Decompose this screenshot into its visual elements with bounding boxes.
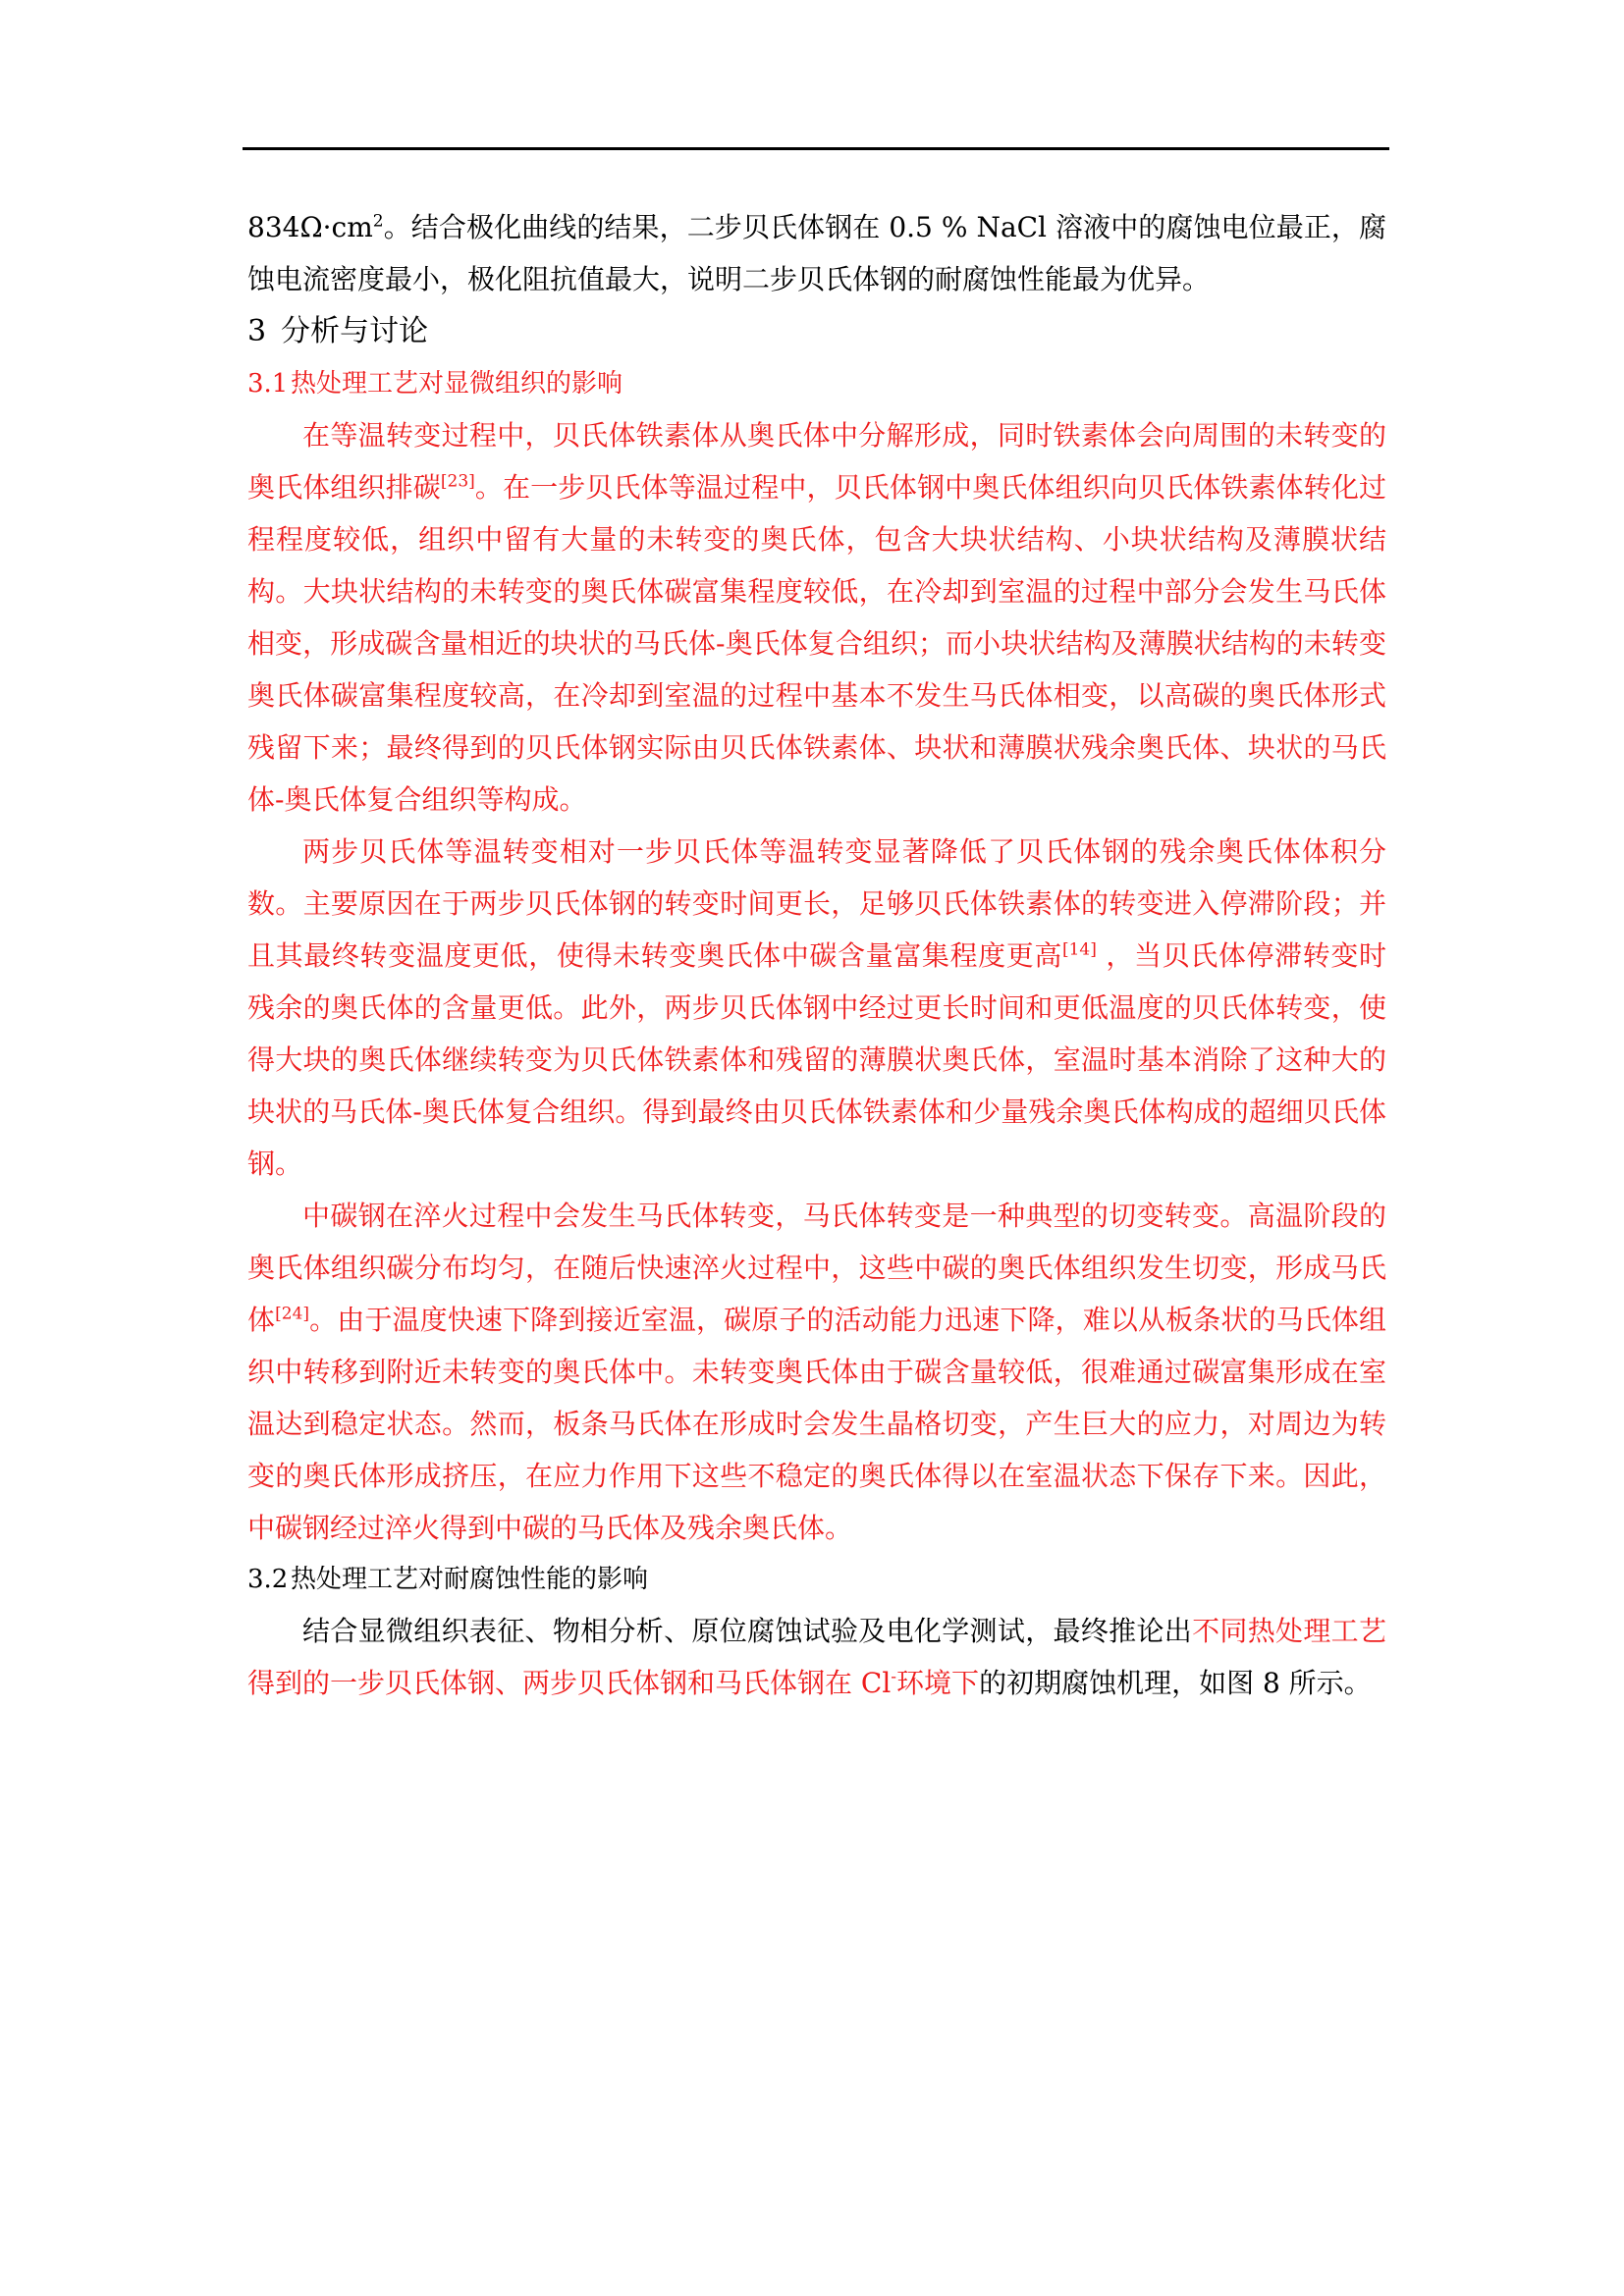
paragraph-two-step-bainite: 两步贝氏体等温转变相对一步贝氏体等温转变显著降低了贝氏体钢的残余奥氏体体积分数。主要原因在于两步贝氏体钢的转变时间更长，足够贝氏体铁素体的转变进入停滞阶段；并且其最终转变温度更低，使得未转变奥氏体中碳含量富集程度更高[14] ，当贝氏体停滞转变时残余的奥氏体的含量更低。此外，两步贝氏体钢中经过更长时间和更低温度的贝氏体转变，使得大块的奥氏体继续转变为贝氏体铁素体和残留的薄膜状奥氏体，室温时基本消除了这种大的块状的马氏体-奥氏体复合组织。得到最终由贝氏体铁素体和少量残余奥氏体构成的超细贝氏体钢。 <box>247 835 1386 1180</box>
body-text <box>247 201 1386 1709</box>
section-heading-3: 3 分析与讨论 <box>247 314 428 348</box>
paragraph-martensite: 中碳钢在淬火过程中会发生马氏体转变，马氏体转变是一种典型的切变转变。高温阶段的奥氏体组织碳分布均匀，在随后快速淬火过程中，这些中碳的奥氏体组织发生切变，形成马氏体[24]。由于温度快速下降到接近室温，碳原子的活动能力迅速下降，难以从板条状的马氏体组织中转移到附近未转变的奥氏体中。未转变奥氏体由于碳含量较低，很难通过碳富集形成在室温达到稳定状态。然而，板条马氏体在形成时会发生晶格切变，产生巨大的应力，对周边为转变的奥氏体形成挤压，在应力作用下这些不稳定的奥氏体得以在室温状态下保存下来。因此，中碳钢经过淬火得到中碳的马氏体及残余奥氏体。 <box>247 1200 1386 1544</box>
section-heading-3-1: 3.1 热处理工艺对显微组织的影响 <box>247 369 623 399</box>
header-rule <box>243 147 1389 150</box>
paragraph-isothermal-transformation: 在等温转变过程中，贝氏体铁素体从奥氏体中分解形成，同时铁素体会向周围的未转变的奥氏体组织排碳[23]。在一步贝氏体等温过程中，贝氏体钢中奥氏体组织向贝氏体铁素体转化过程程度较低，组织中留有大量的未转变的奥氏体，包含大块状结构、小块状结构及薄膜状结构。大块状结构的未转变的奥氏体碳富集程度较低，在冷却到室温的过程中部分会发生马氏体相变，形成碳含量相近的块状的马氏体-奥氏体复合组织；而小块状结构及薄膜状结构的未转变奥氏体碳富集程度较高，在冷却到室温的过程中基本不发生马氏体相变，以高碳的奥氏体形式残留下来；最终得到的贝氏体钢实际由贝氏体铁素体、块状和薄膜状残余奥氏体、块状的马氏体-奥氏体复合组织等构成。 <box>247 419 1386 816</box>
citation-ref: [23] <box>440 471 475 492</box>
section-heading-3-2: 3.2 热处理工艺对耐腐蚀性能的影响 <box>247 1565 649 1594</box>
citation-ref: [14] <box>1061 939 1097 960</box>
paragraph-corrosion-mechanism: 结合显微组织表征、物相分析、原位腐蚀试验及电化学测试，最终推论出不同热处理工艺得到的一步贝氏体钢、两步贝氏体钢和马氏体钢在 Cl-环境下的初期腐蚀机理，如图 8 所示。 <box>247 1615 1386 1699</box>
citation-ref: [24] <box>275 1304 310 1324</box>
paragraph-continued: $834\Omega\cdot cm^2$。结合极化曲线的结果，二步贝氏体钢在 0.5 % NaCl 溶液中的腐蚀电位最正，腐蚀电流密度最小，极化阻抗值最大，说明二步贝氏体钢的耐腐蚀性能最为优异。 <box>247 211 1386 295</box>
